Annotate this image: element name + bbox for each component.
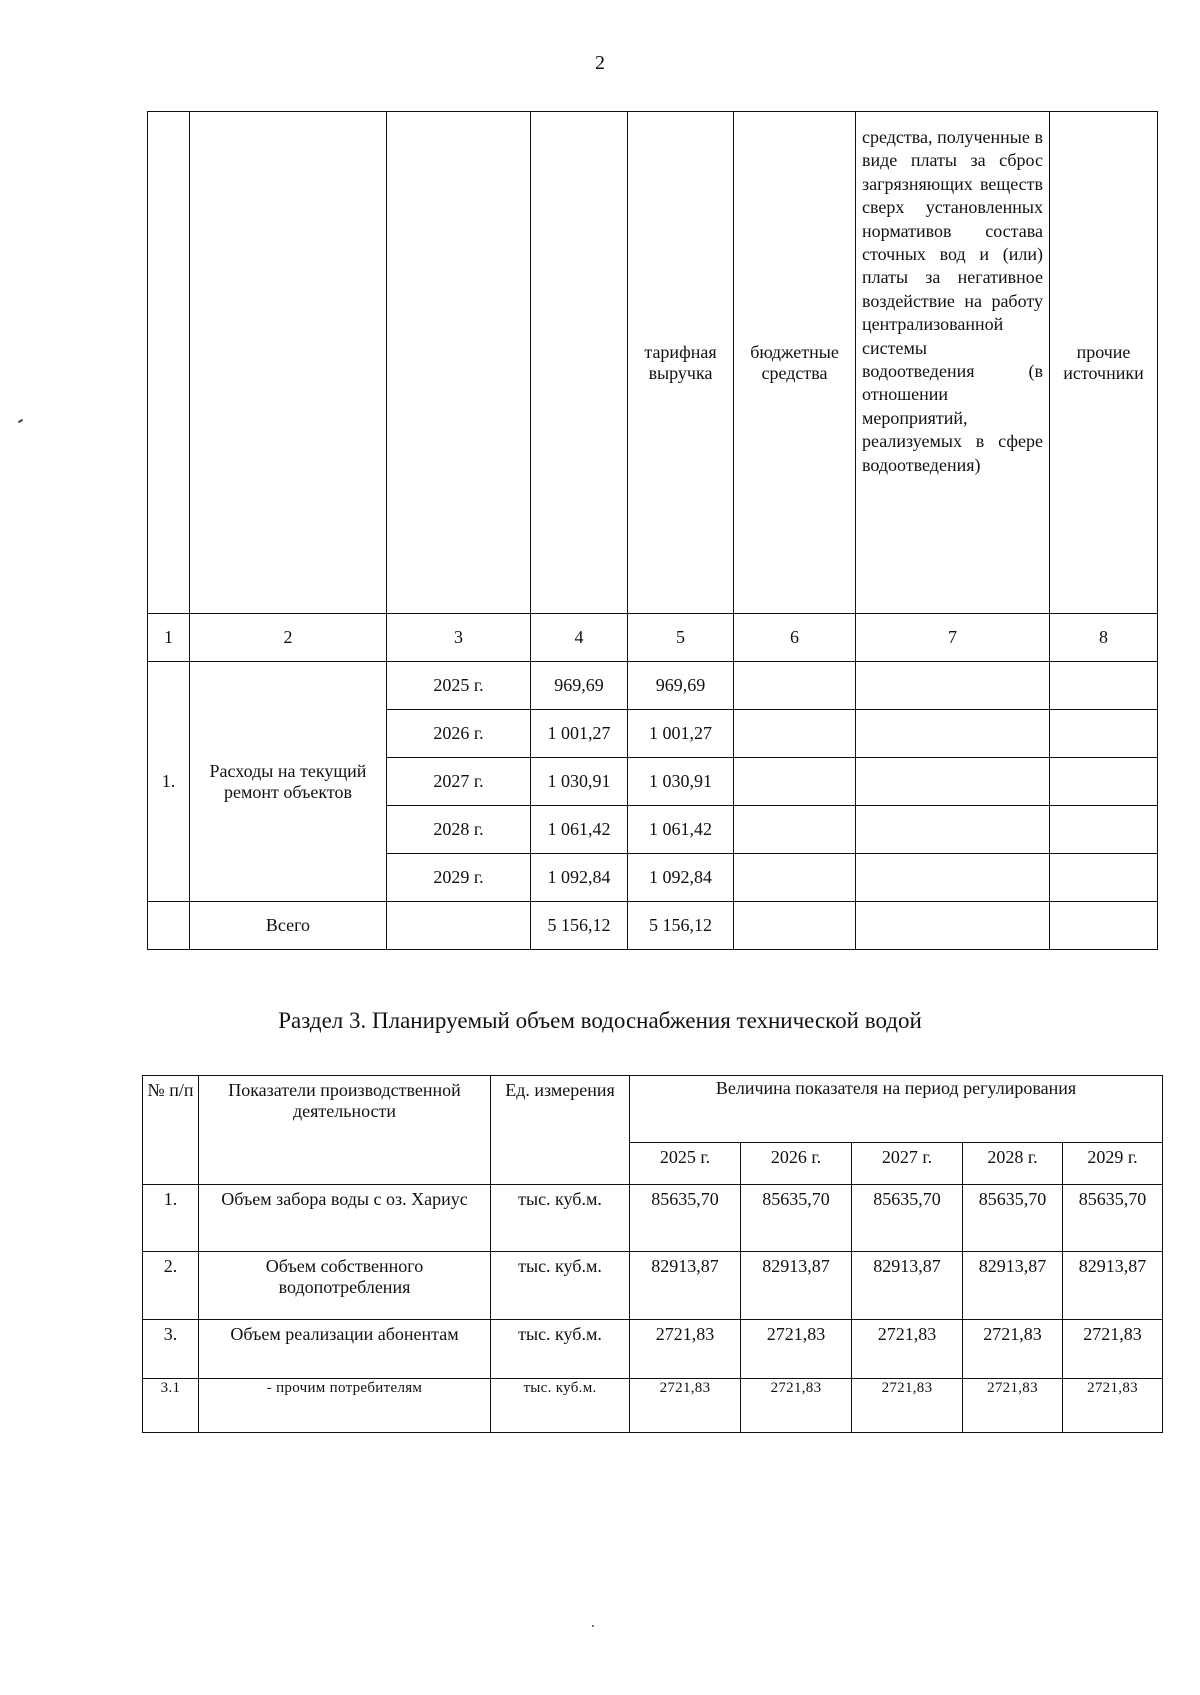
header-year: 2028 г.: [963, 1143, 1063, 1185]
row-name: - прочим потребителям: [199, 1379, 491, 1433]
total-empty-cell: [387, 902, 531, 950]
table-row: [148, 662, 1158, 710]
value-cell: 1 092,84: [628, 854, 734, 902]
column-number: 8: [1050, 614, 1158, 662]
header-year: 2029 г.: [1063, 1143, 1163, 1185]
total-empty-cell: [734, 902, 856, 950]
item-number: 1.: [148, 662, 190, 902]
total-empty-cell: [1050, 902, 1158, 950]
row-unit: тыс. куб.м.: [491, 1185, 630, 1252]
header-pollution-fees: средства, полученные в виде платы за сброс загрязняющих веществ сверх установленных нормативов состава сточных вод и (или) платы за негативное воздействие на работу централизованной системы водоотведения (в отношении мероприятий, реализуемых в сфере водоотведения): [856, 112, 1050, 614]
row-value: 2721,83: [741, 1379, 852, 1433]
row-value: 2721,83: [741, 1320, 852, 1379]
value-cell: 1 061,42: [628, 806, 734, 854]
page-number: 2: [595, 52, 605, 74]
column-number: 6: [734, 614, 856, 662]
value-cell: [1050, 662, 1158, 710]
item-name: Расходы на текущий ремонт объектов: [190, 662, 387, 902]
year-cell: 2026 г.: [387, 710, 531, 758]
row-num: 1.: [143, 1185, 199, 1252]
row-value: 2721,83: [630, 1379, 741, 1433]
row-num: 2.: [143, 1252, 199, 1320]
value-cell: 1 061,42: [531, 806, 628, 854]
header-row: [143, 1076, 1163, 1143]
value-cell: 1 001,27: [531, 710, 628, 758]
header-cell-2: [190, 112, 387, 614]
table-row: [143, 1252, 1163, 1320]
row-value: 85635,70: [963, 1185, 1063, 1252]
total-label: Всего: [190, 902, 387, 950]
row-num: 3.1: [143, 1379, 199, 1433]
value-cell: [734, 662, 856, 710]
row-value: 2721,83: [963, 1379, 1063, 1433]
year-cell: 2028 г.: [387, 806, 531, 854]
total-value: 5 156,12: [531, 902, 628, 950]
value-cell: [856, 662, 1050, 710]
value-cell: 969,69: [531, 662, 628, 710]
water-supply-table: [142, 1075, 1163, 1433]
row-value: 82913,87: [1063, 1252, 1163, 1320]
row-unit: тыс. куб.м.: [491, 1320, 630, 1379]
column-number: 4: [531, 614, 628, 662]
value-cell: [856, 758, 1050, 806]
year-cell: 2025 г.: [387, 662, 531, 710]
value-cell: [1050, 710, 1158, 758]
header-cell-4: [531, 112, 628, 614]
row-value: 2721,83: [1063, 1320, 1163, 1379]
row-unit: тыс. куб.м.: [491, 1252, 630, 1320]
value-cell: [856, 710, 1050, 758]
row-value: 2721,83: [852, 1379, 963, 1433]
scan-speck: [592, 1625, 594, 1627]
header-unit: Ед. измерения: [491, 1076, 630, 1185]
value-cell: [734, 710, 856, 758]
row-unit: тыс. куб.м.: [491, 1379, 630, 1433]
table-row: [143, 1185, 1163, 1252]
row-value: 82913,87: [741, 1252, 852, 1320]
row-name: Объем реализации абонентам: [199, 1320, 491, 1379]
section-title: Раздел 3. Планируемый объем водоснабжения технической водой: [278, 1008, 922, 1033]
scan-speck: [18, 419, 23, 423]
row-value: 2721,83: [630, 1320, 741, 1379]
year-cell: 2027 г.: [387, 758, 531, 806]
column-number: 1: [148, 614, 190, 662]
row-name: Объем собственного водопотребления: [199, 1252, 491, 1320]
table-row: [143, 1379, 1163, 1433]
total-empty-cell: [856, 902, 1050, 950]
column-number: 2: [190, 614, 387, 662]
value-cell: 1 092,84: [531, 854, 628, 902]
row-value: 85635,70: [852, 1185, 963, 1252]
value-cell: [856, 806, 1050, 854]
row-value: 2721,83: [963, 1320, 1063, 1379]
value-cell: [1050, 806, 1158, 854]
header-cell-3: [387, 112, 531, 614]
value-cell: 1 001,27: [628, 710, 734, 758]
total-value: 5 156,12: [628, 902, 734, 950]
header-other-sources: прочие источники: [1050, 112, 1158, 614]
financing-header-row: [148, 112, 1158, 614]
value-cell: [856, 854, 1050, 902]
row-value: 85635,70: [741, 1185, 852, 1252]
row-value: 82913,87: [630, 1252, 741, 1320]
row-value: 2721,83: [1063, 1379, 1163, 1433]
header-period-caption: Величина показателя на период регулирования: [630, 1076, 1163, 1143]
value-cell: 1 030,91: [628, 758, 734, 806]
header-year: 2027 г.: [852, 1143, 963, 1185]
table-row: [143, 1320, 1163, 1379]
value-cell: [734, 806, 856, 854]
header-year: 2025 г.: [630, 1143, 741, 1185]
total-empty-cell: [148, 902, 190, 950]
row-value: 2721,83: [852, 1320, 963, 1379]
total-row: [148, 902, 1158, 950]
year-cell: 2029 г.: [387, 854, 531, 902]
row-value: 85635,70: [630, 1185, 741, 1252]
value-cell: [734, 854, 856, 902]
header-budget-funds: бюджетные средства: [734, 112, 856, 614]
column-number: 7: [856, 614, 1050, 662]
financing-table: [147, 111, 1158, 950]
value-cell: [734, 758, 856, 806]
header-indicator: Показатели производственной деятельности: [199, 1076, 491, 1185]
row-value: 85635,70: [1063, 1185, 1163, 1252]
column-number-row: [148, 614, 1158, 662]
header-num: № п/п: [143, 1076, 199, 1185]
value-cell: [1050, 854, 1158, 902]
row-value: 82913,87: [852, 1252, 963, 1320]
column-number: 5: [628, 614, 734, 662]
header-cell-1: [148, 112, 190, 614]
column-number: 3: [387, 614, 531, 662]
row-value: 82913,87: [963, 1252, 1063, 1320]
value-cell: 1 030,91: [531, 758, 628, 806]
header-tariff-revenue: тарифная выручка: [628, 112, 734, 614]
row-num: 3.: [143, 1320, 199, 1379]
value-cell: [1050, 758, 1158, 806]
header-year: 2026 г.: [741, 1143, 852, 1185]
row-name: Объем забора воды с оз. Хариус: [199, 1185, 491, 1252]
value-cell: 969,69: [628, 662, 734, 710]
